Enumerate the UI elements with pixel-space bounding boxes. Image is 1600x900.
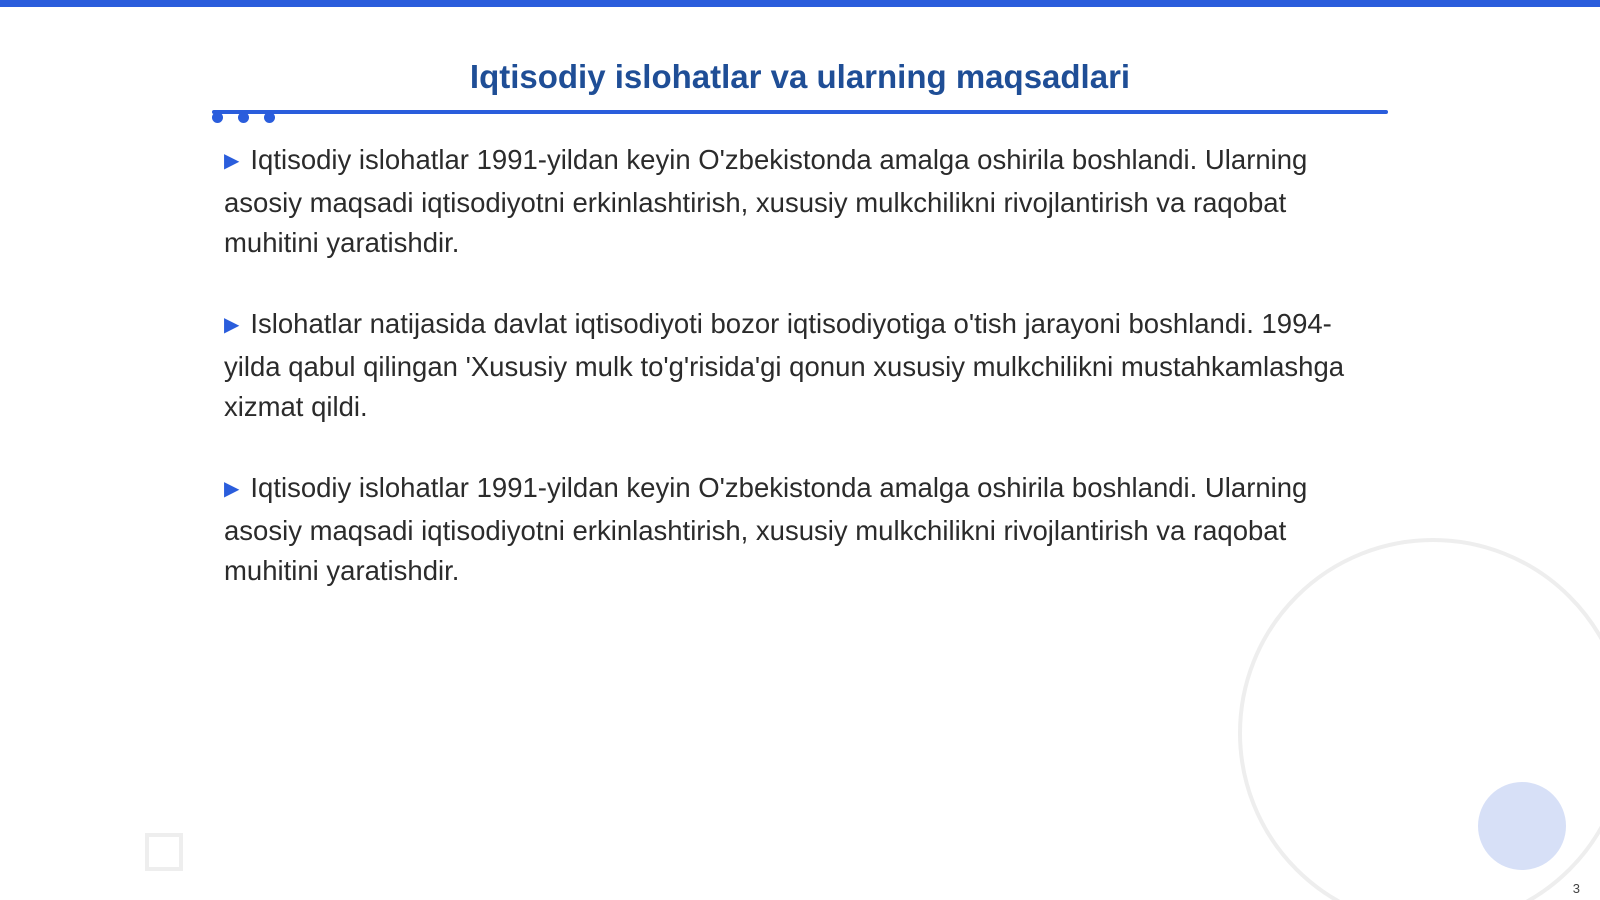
slide-title: Iqtisodiy islohatlar va ularning maqsadlari (469, 58, 1131, 95)
bullet-text: Iqtisodiy islohatlar 1991-yildan keyin O'zbekistonda amalga oshirila boshlandi. Ularning asosiy maqsadi iqtisodiyotni erkinlashtirish, xususiy mulkchilikni rivojlantirish va raqobat muhitini yaratishdir. (224, 144, 1308, 258)
underline-dot (212, 112, 223, 123)
triangle-right-icon: ▶ (224, 150, 240, 172)
bullet-item (224, 140, 1354, 263)
underline-dot (238, 112, 249, 123)
decorative-circle (1478, 782, 1566, 870)
underline-dot (264, 112, 275, 123)
title-underline (212, 110, 1388, 114)
decorative-square (145, 833, 183, 871)
triangle-right-icon: ▶ (224, 478, 240, 500)
bullet-item (224, 468, 1354, 591)
bullet-text: Iqtisodiy islohatlar 1991-yildan keyin O'zbekistonda amalga oshirila boshlandi. Ularning asosiy maqsadi iqtisodiyotni erkinlashtirish, xususiy mulkchilikni rivojlantirish va raqobat muhitini yaratishdir. (224, 472, 1308, 586)
bullet-item (224, 304, 1354, 427)
page-number: 3 (1572, 881, 1580, 896)
triangle-right-icon: ▶ (224, 314, 240, 336)
bullet-list (224, 140, 1354, 632)
bullet-text: Islohatlar natijasida davlat iqtisodiyoti bozor iqtisodiyotiga o'tish jarayoni boshlandi. 1994-yilda qabul qilingan 'Xususiy mulk to'g'risida'gi qonun xususiy mulkchilikni mustahkamlashga xizmat qildi. (224, 308, 1345, 422)
top-accent-bar (0, 0, 1600, 7)
